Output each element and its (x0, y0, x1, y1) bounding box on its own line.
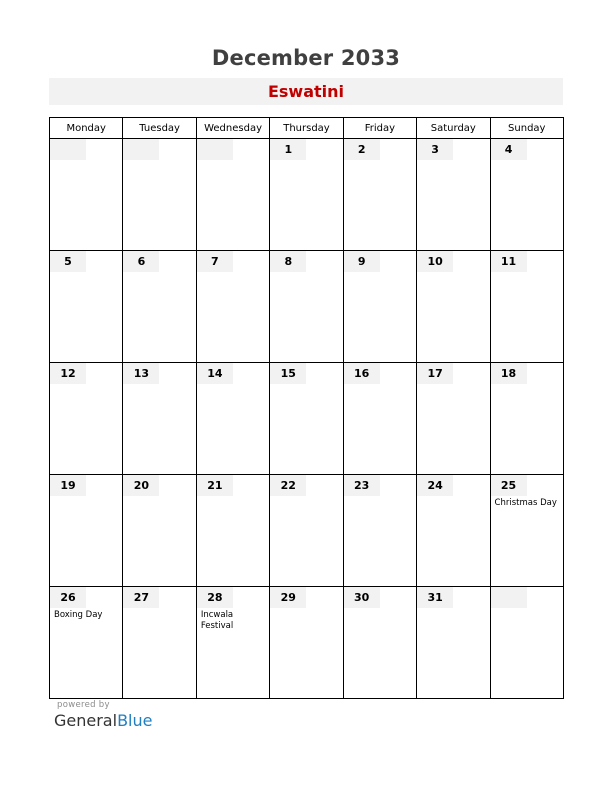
week-row (50, 363, 564, 475)
day-number: 4 (491, 139, 527, 160)
day-cell (123, 363, 196, 475)
footer (54, 700, 152, 730)
day-number: 17 (417, 363, 453, 384)
day-cell (343, 475, 416, 587)
day-cell (50, 475, 123, 587)
weekday-header: Wednesday (196, 118, 269, 139)
day-number: 7 (197, 251, 233, 272)
day-number: 20 (123, 475, 159, 496)
day-cell (417, 251, 490, 363)
week-row (50, 475, 564, 587)
day-cell (343, 363, 416, 475)
weekday-header: Thursday (270, 118, 343, 139)
logo-general-text: General (54, 711, 118, 730)
day-number: 21 (197, 475, 233, 496)
day-cell (343, 139, 416, 251)
day-cell (196, 587, 269, 699)
day-cell (490, 475, 563, 587)
day-number: 8 (270, 251, 306, 272)
day-number: 14 (197, 363, 233, 384)
day-number (197, 139, 233, 160)
weekday-header: Sunday (490, 118, 563, 139)
day-cell (123, 475, 196, 587)
country-name: Eswatini (267, 82, 345, 101)
holiday-label: Christmas Day (494, 498, 557, 508)
powered-by-text: powered by (57, 700, 110, 710)
calendar-grid (49, 117, 564, 699)
day-number: 27 (123, 587, 159, 608)
week-row (50, 587, 564, 699)
weekday-header: Friday (343, 118, 416, 139)
calendar-title: December 2033 (211, 46, 401, 70)
day-cell (50, 251, 123, 363)
day-cell (270, 139, 343, 251)
day-number: 30 (344, 587, 380, 608)
day-cell (270, 251, 343, 363)
weekday-header: Tuesday (123, 118, 196, 139)
day-cell (196, 139, 269, 251)
day-number: 12 (50, 363, 86, 384)
day-cell (50, 139, 123, 251)
day-cell (490, 587, 563, 699)
day-cell (417, 587, 490, 699)
day-number: 28 (197, 587, 233, 608)
day-number: 1 (270, 139, 306, 160)
day-number: 9 (344, 251, 380, 272)
day-cell (123, 139, 196, 251)
week-row (50, 251, 564, 363)
week-row (50, 139, 564, 251)
day-number: 16 (344, 363, 380, 384)
day-number: 11 (491, 251, 527, 272)
day-cell (50, 587, 123, 699)
day-cell (490, 363, 563, 475)
day-cell (196, 251, 269, 363)
logo-blue-text: Blue (117, 711, 153, 730)
holiday-label: Incwala Festival (200, 610, 234, 631)
day-number (491, 587, 527, 608)
day-cell (490, 139, 563, 251)
day-cell (270, 363, 343, 475)
day-number: 15 (270, 363, 306, 384)
day-cell (123, 251, 196, 363)
day-number: 19 (50, 475, 86, 496)
day-number: 29 (270, 587, 306, 608)
weekday-header: Saturday (417, 118, 490, 139)
day-number: 13 (123, 363, 159, 384)
day-number: 6 (123, 251, 159, 272)
day-number: 5 (50, 251, 86, 272)
day-number: 31 (417, 587, 453, 608)
day-cell (417, 363, 490, 475)
day-cell (343, 251, 416, 363)
day-cell (343, 587, 416, 699)
weekday-header-row (50, 118, 564, 139)
day-number: 25 (491, 475, 527, 496)
day-number: 3 (417, 139, 453, 160)
day-cell (270, 475, 343, 587)
day-number: 26 (50, 587, 86, 608)
day-number: 10 (417, 251, 453, 272)
day-cell (196, 475, 269, 587)
day-cell (196, 363, 269, 475)
day-cell (417, 475, 490, 587)
day-cell (417, 139, 490, 251)
country-banner (49, 78, 563, 105)
day-cell (123, 587, 196, 699)
weekday-header: Monday (50, 118, 123, 139)
generalblue-logo[interactable] (54, 711, 152, 730)
day-number: 24 (417, 475, 453, 496)
day-number: 18 (491, 363, 527, 384)
day-number: 2 (344, 139, 380, 160)
day-number (50, 139, 86, 160)
day-number: 23 (344, 475, 380, 496)
holiday-label: Boxing Day (54, 610, 103, 620)
day-cell (270, 587, 343, 699)
day-number (123, 139, 159, 160)
day-number: 22 (270, 475, 306, 496)
day-cell (490, 251, 563, 363)
day-cell (50, 363, 123, 475)
